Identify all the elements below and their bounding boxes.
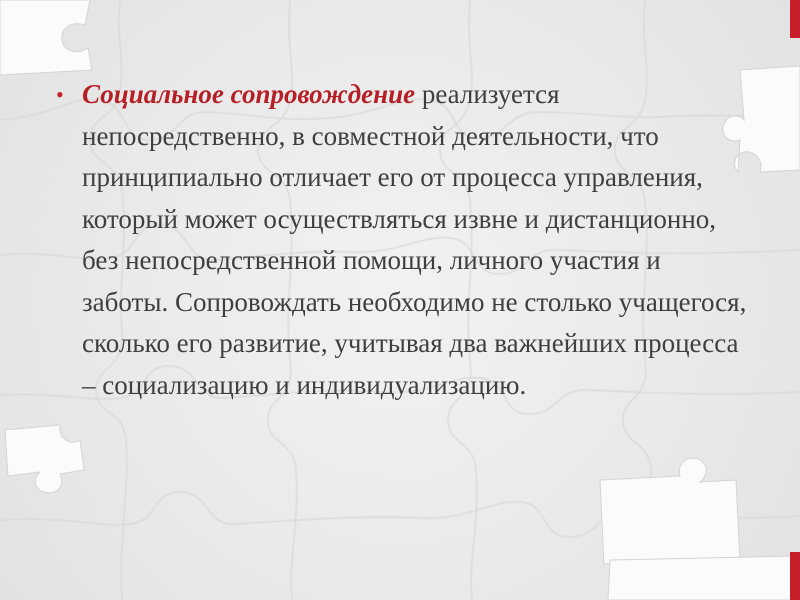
paragraph-text: реализуется непосредственно, в совместной деятельности, что принципиально отличает его от процесса управления, который может осуществляться извне и дистанционно, без непосредственной помощи, личного участия и заботы. Сопровождать необходимо не столько учащегося, сколько его развитие, учитывая два важнейших процесса – социализацию и индивидуализацию.: [82, 79, 747, 400]
slide-content: [52, 74, 752, 406]
accent-bar-top: [790, 0, 800, 38]
highlighted-term: Социальное сопровождение: [82, 79, 416, 109]
bullet-paragraph: [52, 74, 752, 406]
accent-bar-bottom: [790, 552, 800, 600]
bullet-icon: •: [56, 82, 64, 107]
